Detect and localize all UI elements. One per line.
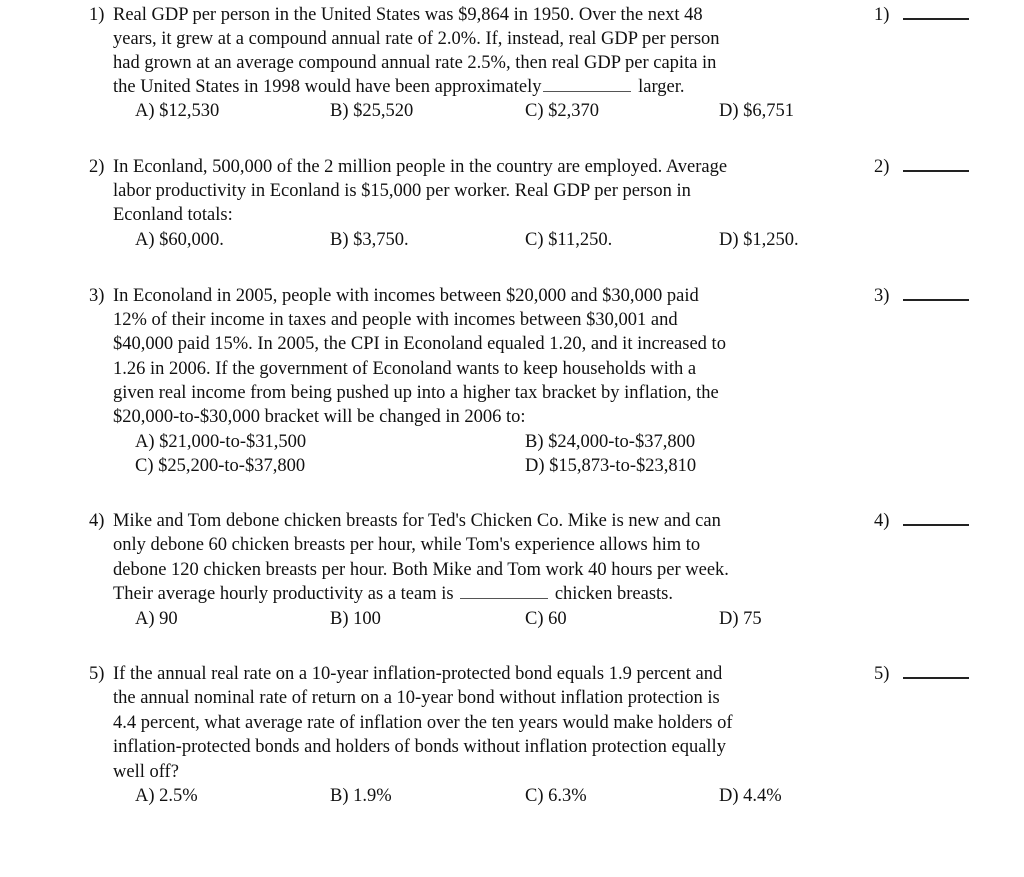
question-text-line: well off? <box>113 762 179 782</box>
fill-in-blank <box>460 582 548 599</box>
question-text-line: only debone 60 chicken breasts per hour, while Tom's experience allows him to <box>113 535 701 555</box>
answer-blank[interactable] <box>903 156 969 172</box>
question-text-line: $40,000 paid 15%. In 2005, the CPI in Econoland equaled 1.20, and it increased to <box>113 334 726 354</box>
option-a: A) $12,530 <box>135 101 220 121</box>
question-text-line: Mike and Tom debone chicken breasts for Ted's Chicken Co. Mike is new and can <box>113 511 721 531</box>
answer-blank[interactable] <box>903 663 969 679</box>
option-a: A) 90 <box>135 609 178 629</box>
answer-slot-5[interactable] <box>874 662 969 686</box>
fill-in-blank <box>543 75 631 92</box>
option-a: A) $60,000. <box>135 230 224 250</box>
answer-label: 1) <box>874 5 890 25</box>
question-text-line: If the annual real rate on a 10-year inflation-protected bond equals 1.9 percent and <box>113 664 723 684</box>
question-number: 3) <box>89 286 105 306</box>
option-a: A) $21,000-to-$31,500 <box>135 432 307 452</box>
answer-blank[interactable] <box>903 285 969 301</box>
question-text-line: 4.4 percent, what average rate of inflation over the ten years would make holders of <box>113 713 733 733</box>
question-text-line: In Econland, 500,000 of the 2 million people in the country are employed. Average <box>113 157 728 177</box>
answer-label: 3) <box>874 286 890 306</box>
question-text-line: 1.26 in 2006. If the government of Econoland wants to keep households with a <box>113 359 697 379</box>
answer-slot-4[interactable] <box>874 509 969 533</box>
option-b: B) 100 <box>330 609 381 629</box>
question-text-line: In Econoland in 2005, people with incomes between $20,000 and $30,000 paid <box>113 286 699 306</box>
question-text-line: debone 120 chicken breasts per hour. Both Mike and Tom work 40 hours per week. <box>113 560 729 580</box>
question-text-line: given real income from being pushed up into a higher tax bracket by inflation, the <box>113 383 719 403</box>
question-text-line: larger. <box>638 77 685 97</box>
question-text-line: years, it grew at a compound annual rate of 2.0%. If, instead, real GDP per person <box>113 29 720 49</box>
option-b: B) $24,000-to-$37,800 <box>525 432 696 452</box>
answer-label: 5) <box>874 664 890 684</box>
option-d: D) 75 <box>719 609 762 629</box>
question-text-line: Econland totals: <box>113 205 233 225</box>
option-d: D) 4.4% <box>719 786 782 806</box>
answer-slot-2[interactable] <box>874 155 969 179</box>
question-text-line: the annual nominal rate of return on a 10-year bond without inflation protection is <box>113 688 720 708</box>
question-number: 5) <box>89 664 105 684</box>
option-b: B) $25,520 <box>330 101 414 121</box>
question-text-line: the United States in 1998 would have been approximately <box>113 77 542 97</box>
answer-label: 4) <box>874 511 890 531</box>
question-number: 1) <box>89 5 105 25</box>
question-text-line: Their average hourly productivity as a team is <box>113 584 454 604</box>
option-c: C) $2,370 <box>525 101 599 121</box>
answer-blank[interactable] <box>903 4 969 20</box>
option-c: C) $25,200-to-$37,800 <box>135 456 306 476</box>
question-text-line: had grown at an average compound annual rate 2.5%, then real GDP per capita in <box>113 53 717 73</box>
option-d: D) $15,873-to-$23,810 <box>525 456 697 476</box>
question-number: 4) <box>89 511 105 531</box>
answer-slot-3[interactable] <box>874 284 969 308</box>
question-text-line: 12% of their income in taxes and people with incomes between $30,001 and <box>113 310 678 330</box>
option-a: A) 2.5% <box>135 786 198 806</box>
answer-slot-1[interactable] <box>874 3 969 27</box>
question-text-line: labor productivity in Econland is $15,000 per worker. Real GDP per person in <box>113 181 691 201</box>
question-text-line: $20,000-to-$30,000 bracket will be changed in 2006 to: <box>113 407 526 427</box>
option-c: C) 6.3% <box>525 786 587 806</box>
option-b: B) $3,750. <box>330 230 409 250</box>
answer-label: 2) <box>874 157 890 177</box>
option-c: C) $11,250. <box>525 230 613 250</box>
question-text-line: chicken breasts. <box>554 584 673 604</box>
answer-blank[interactable] <box>903 510 969 526</box>
option-c: C) 60 <box>525 609 567 629</box>
option-d: D) $6,751 <box>719 101 795 121</box>
question-text-line: Real GDP per person in the United States was $9,864 in 1950. Over the next 48 <box>113 5 703 25</box>
question-number: 2) <box>89 157 105 177</box>
option-b: B) 1.9% <box>330 786 392 806</box>
option-d: D) $1,250. <box>719 230 799 250</box>
question-text-line: inflation-protected bonds and holders of bonds without inflation protection equally <box>113 737 726 757</box>
